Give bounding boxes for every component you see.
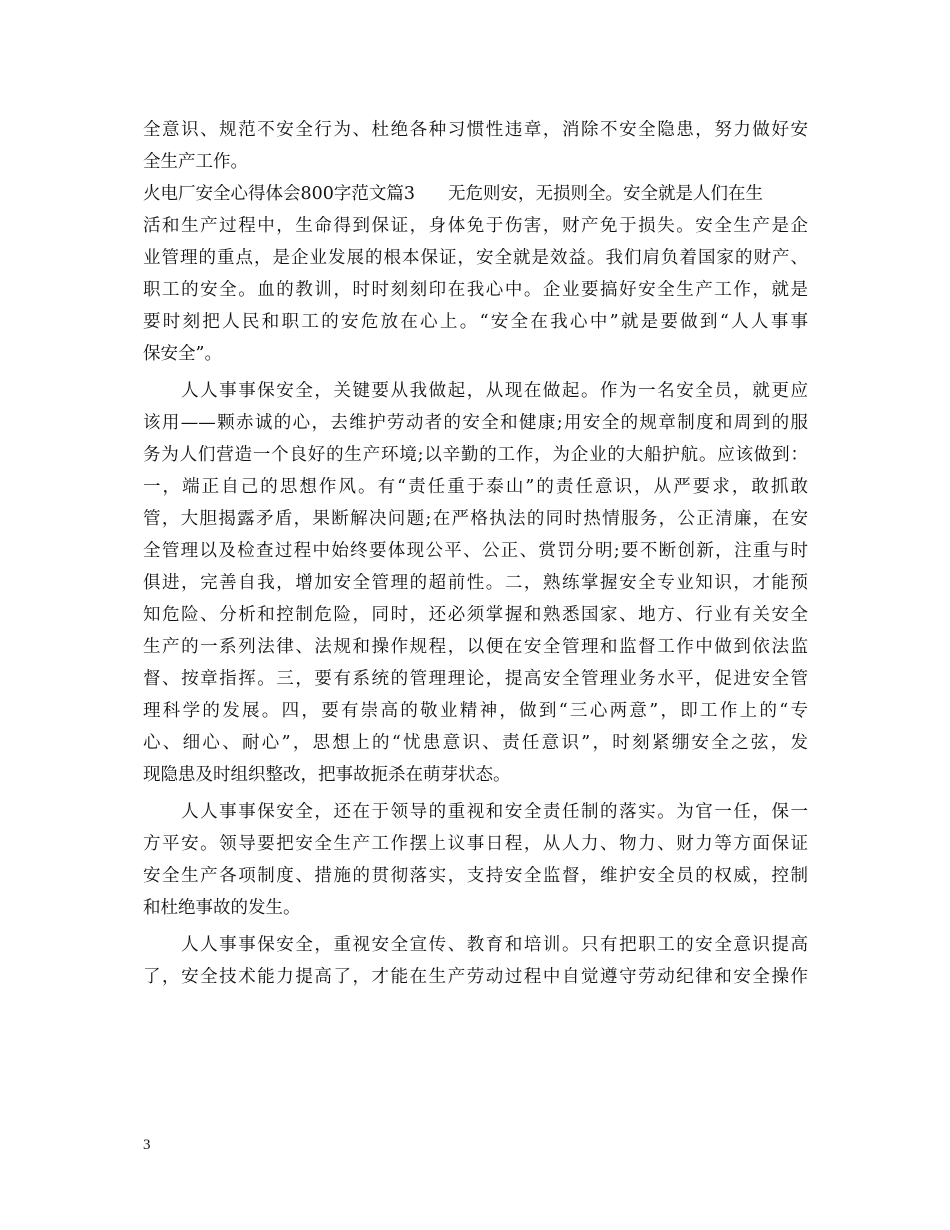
text-line: 业管理的重点，是企业发展的根本保证，安全就是效益。我们肩负着国家的财产、 (143, 248, 808, 268)
text-line: 人人事事保安全，重视安全宣传、教育和培训。只有把职工的安全意识提高 (143, 935, 808, 955)
text-line: 俱进，完善自我，增加安全管理的超前性。二，熟练掌握安全专业知识，才能预 (143, 573, 808, 593)
text-line: 职工的安全。血的教训，时时刻刻印在我心中。企业要搞好安全生产工作，就是 (143, 280, 808, 300)
text-line: 该用——颗赤诚的心，去维护劳动者的安全和健康;用安全的规章制度和周到的服 (143, 413, 808, 433)
text-line (143, 178, 808, 210)
text-line: 了，安全技术能力提高了，才能在生产劳动过程中自觉遵守劳动纪律和安全操作 (143, 967, 808, 987)
text-line: 活和生产过程中，生命得到保证，身体免于伤害，财产免于损失。安全生产是企 (143, 216, 808, 236)
text-line: 全意识、规范不安全行为、杜绝各种习惯性违章，消除不安全隐患，努力做好安 (143, 120, 808, 140)
paragraph (143, 929, 808, 993)
document-body (143, 114, 808, 993)
paragraph (143, 375, 808, 791)
text-line: 生产的一系列法律、法规和操作规程，以便在安全管理和监督工作中做到依法监 (143, 637, 808, 657)
page-number: 3 (143, 1137, 151, 1153)
text-line: 现隐患及时组织整改，把事故扼杀在萌芽状态。 (143, 765, 511, 785)
text-line: 全管理以及检查过程中始终要体现公平、公正、赏罚分明;要不断创新，注重与时 (143, 541, 808, 561)
text-line: 督、按章指挥。三，要有系统的管理理论，提高安全管理业务水平，促进安全管 (143, 669, 808, 689)
paragraph-opening-text: 无危则安，无损则全。安全就是人们在生 (448, 184, 763, 204)
text-line: 管，大胆揭露矛盾，果断解决问题;在严格执法的同时热情服务，公正清廉，在安 (143, 509, 808, 529)
text-line: 人人事事保安全，还在于领导的重视和安全责任制的落实。为官一任，保一 (143, 802, 808, 822)
text-line: 人人事事保安全，关键要从我做起，从现在做起。作为一名安全员，就更应 (143, 381, 808, 401)
text-line: 和杜绝事故的发生。 (143, 898, 301, 918)
text-line: 务为人们营造一个良好的生产环境;以辛勤的工作，为企业的大船护航。应该做到： (143, 445, 808, 465)
text-line: 全生产工作。 (143, 152, 248, 172)
paragraph (143, 796, 808, 924)
paragraph (143, 178, 808, 370)
text-line: 心、细心、耐心”，思想上的“忧患意识、责任意识”，时刻紧绷安全之弦，发 (143, 733, 808, 753)
text-line: 保安全”。 (143, 344, 222, 364)
text-line: 要时刻把人民和职工的安危放在心上。“安全在我心中”就是要做到“人人事事 (143, 312, 808, 332)
section-heading: 火电厂安全心得体会800字范文篇3 (143, 184, 416, 204)
text-line: 知危险、分析和控制危险，同时，还必须掌握和熟悉国家、地方、行业有关安全 (143, 605, 808, 625)
paragraph (143, 114, 808, 178)
text-line: 方平安。领导要把安全生产工作摆上议事日程，从人力、物力、财力等方面保证 (143, 834, 808, 854)
text-line: 一，端正自己的思想作风。有“责任重于泰山”的责任意识，从严要求，敢抓敢 (143, 477, 808, 497)
text-line: 理科学的发展。四，要有崇高的敬业精神，做到“三心两意”，即工作上的“专 (143, 701, 808, 721)
text-line: 安全生产各项制度、措施的贯彻落实，支持安全监督，维护安全员的权威，控制 (143, 866, 808, 886)
